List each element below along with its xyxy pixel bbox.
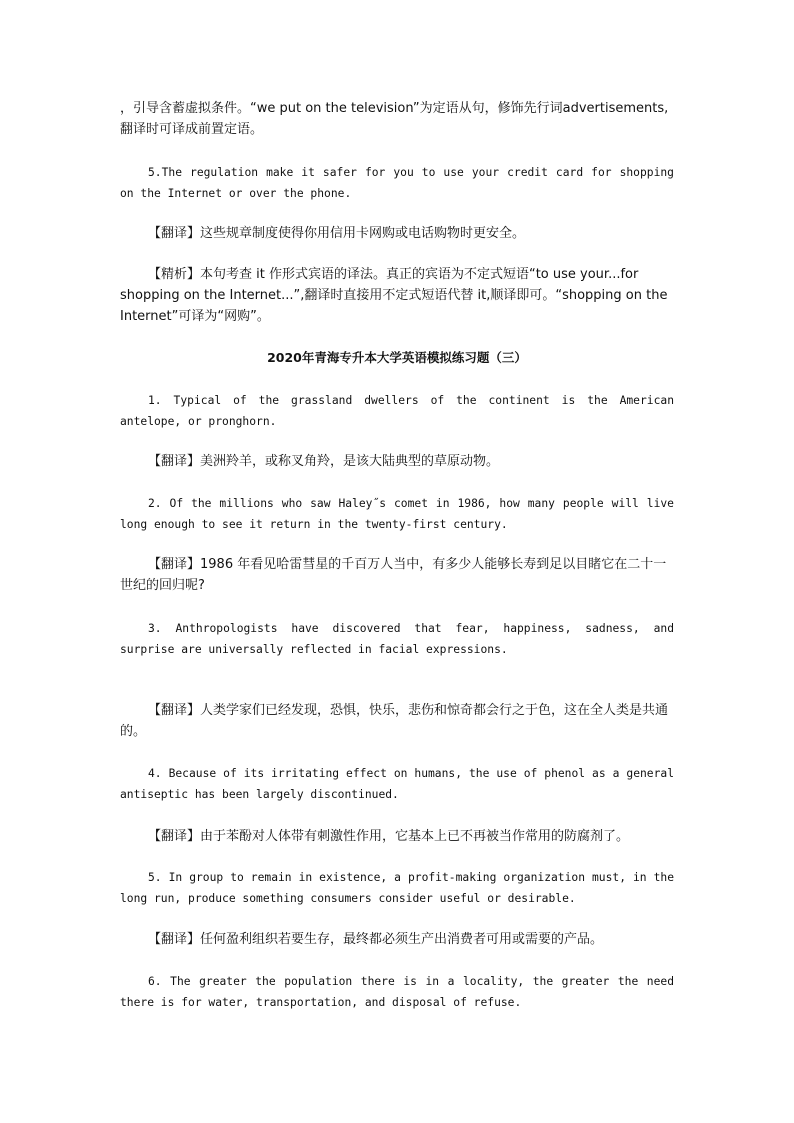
analysis-5: 【精析】本句考查 it 作形式宾语的译法。真正的宾语为不定式短语“to use your...for shopping on the Internet...”,翻译时直接用不定式短语代替 it,顺译即可。“shopping on the Internet”可译为“网购”。: [120, 267, 668, 324]
translation-1: 【翻译】美洲羚羊，或称叉角羚，是该大陆典型的草原动物。: [148, 454, 500, 469]
english-sentence-5: 5.The regulation make it safer for you to use your credit card for shopping on the Internet or over the phone.: [120, 166, 674, 200]
english-sentence-5b: 5. In group to remain in existence, a profit-making organization must, in the long run, produce something consumers consider useful or desirable.: [120, 871, 674, 905]
english-sentence-2: 2. Of the millions who saw Haley˝s comet in 1986, how many people will live long enough to see it return in the twenty-first century.: [120, 497, 674, 531]
paragraph-analysis-continued: ，引导含蓄虚拟条件。“we put on the television”为定语从句，修饰先行词advertisements,翻译时可译成前置定语。: [120, 101, 669, 137]
section-heading: 2020年青海专升本大学英语模拟练习题（三）: [267, 350, 527, 365]
english-sentence-1: 1. Typical of the grassland dwellers of the continent is the American antelope, or pronghorn.: [120, 394, 674, 428]
english-sentence-3: 3. Anthropologists have discovered that fear, happiness, sadness, and surprise are universally reflected in facial expressions.: [120, 622, 674, 656]
english-sentence-4: 4. Because of its irritating effect on humans, the use of phenol as a general antiseptic has been largely discontinued.: [120, 767, 674, 801]
translation-4: 【翻译】由于苯酚对人体带有刺激性作用，它基本上已不再被当作常用的防腐剂了。: [148, 829, 630, 844]
translation-5: 【翻译】这些规章制度使得你用信用卡网购或电话购物时更安全。: [148, 226, 526, 241]
translation-5b: 【翻译】任何盈利组织若要生存，最终都必须生产出消费者可用或需要的产品。: [148, 932, 604, 947]
translation-3: 【翻译】人类学家们已经发现，恐惧，快乐，悲伤和惊奇都会行之于色，这在全人类是共通的。: [120, 703, 669, 739]
translation-2: 【翻译】1986 年看见哈雷彗星的千百万人当中，有多少人能够长寿到足以目睹它在二十一世纪的回归呢?: [120, 557, 667, 593]
english-sentence-6: 6. The greater the population there is in a locality, the greater the need there is for water, transportation, and disposal of refuse.: [120, 975, 674, 1009]
